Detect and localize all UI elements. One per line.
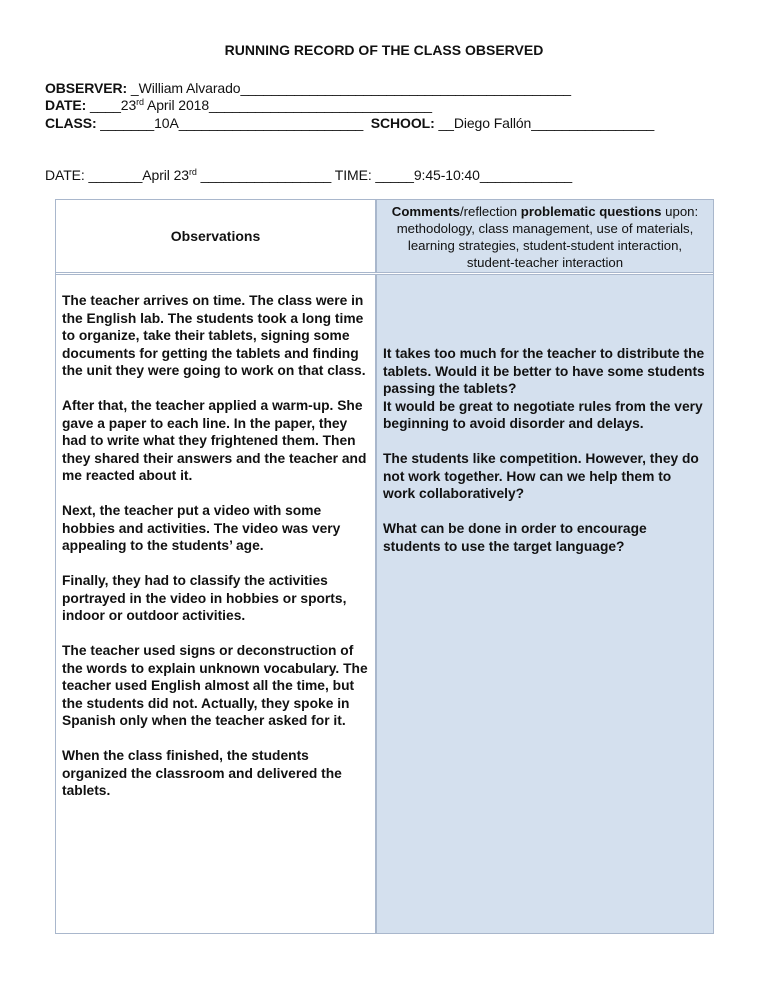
date-blank-post: _____________________________ (209, 97, 432, 113)
observer-value: William Alvarado (138, 80, 241, 96)
class-blank-post: ________________________ (178, 115, 364, 131)
school-blank-pre: __ (434, 115, 454, 131)
observation-paragraph: The teacher arrives on time. The class were in the English lab. The students took a long time to organize, take their tablets, signing some documents for getting the tablets and finding the unit they were going to work on that class. (62, 293, 366, 378)
class-label: CLASS: (45, 115, 97, 131)
comment-paragraph: What can be done in order to encourage students to use the target language? (383, 521, 647, 554)
document-title: RUNNING RECORD OF THE CLASS OBSERVED (224, 42, 544, 58)
date-label: DATE: (45, 97, 87, 113)
comments-header-a: Comments (391, 204, 460, 219)
time-blank-post: ____________ (479, 167, 573, 183)
comments-header-b: /reflection (459, 204, 521, 219)
date-value-day: 23 (120, 97, 137, 113)
date2-blank-mid: _________________ (196, 167, 335, 183)
time-value: 9:45-10:40 (413, 167, 480, 183)
comment-paragraph: The students like competition. However, they do not work together. How can we help them to work collaboratively? (383, 451, 699, 501)
observer-line (45, 80, 571, 96)
school-value: Diego Fallón (453, 115, 532, 131)
observations-cell (56, 275, 376, 933)
class-blank-pre: _______ (96, 115, 155, 131)
date-line (45, 97, 432, 113)
comments-header (376, 200, 713, 272)
date-time-line (45, 167, 572, 183)
observation-paragraph: Next, the teacher put a video with some hobbies and activities. The video was very appealing to the students’ age. (62, 503, 341, 553)
date-value-suffix: rd (136, 97, 144, 107)
date2-suffix: rd (188, 167, 197, 177)
comment-paragraph: It would be great to negotiate rules from the very beginning to avoid disorder and delays. (383, 398, 703, 431)
class-line (45, 115, 654, 131)
school-blank-post: ________________ (531, 115, 655, 131)
comments-header-c: problematic questions (520, 204, 662, 219)
time-label: TIME: (334, 167, 372, 183)
date-value-month-year: April 2018 (143, 97, 210, 113)
observer-label: OBSERVER: (45, 80, 128, 96)
observation-paragraph: After that, the teacher applied a warm-up. She gave a paper to each line. In the paper, they had to write what they frightened them. Then they shared their answers and the teacher and me reacted about it. (62, 398, 367, 483)
date2-blank-pre: _______ (84, 167, 143, 183)
observation-paragraph: Finally, they had to classify the activities portrayed in the video in hobbies or sports, indoor or outdoor activities. (62, 573, 347, 623)
class-value: 10A (154, 115, 179, 131)
observations-header-label: Observations (170, 228, 261, 244)
date2-label: DATE: (45, 167, 85, 183)
observation-paragraph: The teacher used signs or deconstruction of the words to explain unknown vocabulary. The teacher used English almost all the time, but the students did not. Actually, they spoke in Spanish only when the teacher asked for it. (62, 643, 368, 728)
time-blank-pre: _____ (371, 167, 414, 183)
observation-table (55, 199, 714, 934)
date-blank-pre: ____ (86, 97, 121, 113)
comments-cell (376, 275, 713, 933)
observer-blank-post: ___________________________________________ (240, 80, 571, 96)
comments-header-d: upon: methodology, class management, use of materials, learning strategies, student-student interaction, student-teacher interaction (396, 204, 699, 270)
school-label: SCHOOL: (370, 115, 435, 131)
observer-blank-pre: _ (127, 80, 139, 96)
comment-paragraph: It takes too much for the teacher to distribute the tablets. Would it be better to have some students passing the tablets? (383, 346, 705, 396)
date2-value: April 23 (142, 167, 189, 183)
observation-paragraph: When the class finished, the students organized the classroom and delivered the tablets. (62, 748, 342, 798)
observations-header (56, 200, 376, 272)
